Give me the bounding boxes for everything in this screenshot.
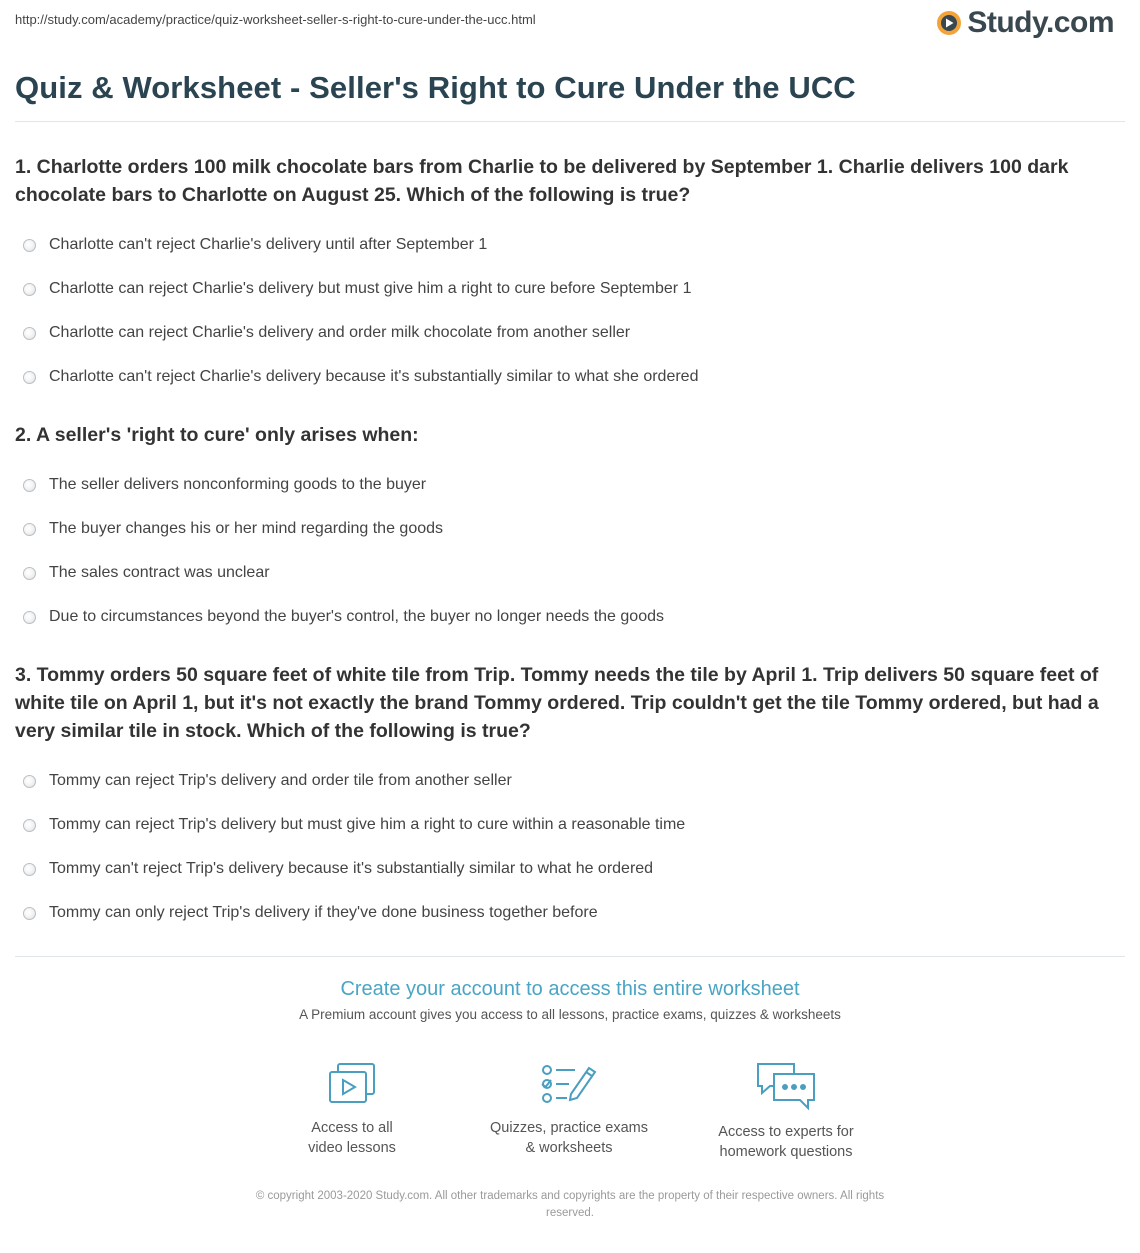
title-divider	[15, 121, 1125, 122]
radio-button[interactable]	[23, 907, 36, 920]
answer-label: The sales contract was unclear	[49, 564, 270, 581]
top-bar	[0, 0, 1140, 50]
feature-label: Access to all video lessons	[308, 1120, 396, 1156]
answer-label: Due to circumstances beyond the buyer's control, the buyer no longer needs the goods	[49, 608, 664, 625]
answer-option[interactable]	[15, 759, 1120, 803]
answer-label: The seller delivers nonconforming goods to the buyer	[49, 476, 427, 493]
answer-label: Tommy can't reject Trip's delivery because it's substantially similar to what he ordered	[49, 860, 654, 877]
radio-button[interactable]	[23, 775, 36, 788]
question-text: 1. Charlotte orders 100 milk chocolate bars from Charlie to be delivered by September 1. Charlie delivers 100 dark chocolate bars to Charlotte on August 25. Which of the following is true?	[15, 156, 1069, 206]
answer-option[interactable]	[15, 803, 1120, 847]
answer-label: Tommy can only reject Trip's delivery if they've done business together before	[49, 904, 598, 921]
answer-label: Tommy can reject Trip's delivery and order tile from another seller	[49, 772, 512, 789]
answer-option[interactable]	[15, 223, 1120, 267]
quiz-worksheet-icon	[539, 1060, 599, 1108]
expert-chat-icon	[754, 1060, 818, 1112]
feature-quizzes	[459, 1060, 679, 1158]
answer-option[interactable]	[15, 267, 1120, 311]
answer-list	[15, 463, 1120, 639]
page-url: http://study.com/academy/practice/quiz-worksheet-seller-s-right-to-cure-under-the-ucc.html	[15, 12, 536, 27]
page-title: Quiz & Worksheet - Seller's Right to Cure Under the UCC	[15, 70, 856, 105]
answer-option[interactable]	[15, 847, 1120, 891]
answer-label: The buyer changes his or her mind regarding the goods	[49, 520, 444, 537]
answer-label: Charlotte can reject Charlie's delivery and order milk chocolate from another seller	[49, 324, 631, 341]
copyright-notice: © copyright 2003-2020 Study.com. All other trademarks and copyrights are the property of their respective owners. All rights reserved.	[255, 1190, 885, 1219]
feature-label: Quizzes, practice exams & worksheets	[490, 1120, 648, 1156]
radio-button[interactable]	[23, 371, 36, 384]
study-logo[interactable]	[935, 6, 1114, 40]
radio-button[interactable]	[23, 479, 36, 492]
feature-label: Access to experts for homework questions	[718, 1124, 854, 1160]
cta-divider	[15, 956, 1125, 957]
answer-option[interactable]	[15, 891, 1120, 935]
answer-option[interactable]	[15, 355, 1120, 399]
answer-option[interactable]	[15, 595, 1120, 639]
radio-button[interactable]	[23, 283, 36, 296]
radio-button[interactable]	[23, 567, 36, 580]
radio-button[interactable]	[23, 819, 36, 832]
cta-subtitle: A Premium account gives you access to all lessons, practice exams, quizzes & worksheets	[299, 1007, 841, 1022]
answer-option[interactable]	[15, 551, 1120, 595]
signup-cta	[0, 978, 1140, 1022]
answer-label: Tommy can reject Trip's delivery but must give him a right to cure within a reasonable time	[49, 816, 686, 833]
radio-button[interactable]	[23, 611, 36, 624]
answer-list	[15, 223, 1120, 399]
answer-label: Charlotte can reject Charlie's delivery but must give him a right to cure before September 1	[49, 280, 692, 297]
question-text: 3. Tommy orders 50 square feet of white tile from Trip. Tommy needs the tile by April 1. Trip delivers 50 square feet of white tile on April 1, but it's not exactly the brand Tommy ordered. Trip couldn't get the tile Tommy ordered, but had a very similar tile in stock. Which of the following is true?	[15, 664, 1099, 742]
play-logo-icon	[935, 9, 963, 37]
video-lessons-icon	[324, 1060, 380, 1108]
radio-button[interactable]	[23, 863, 36, 876]
question-text: 2. A seller's 'right to cure' only arises when:	[15, 424, 419, 446]
answer-option[interactable]	[15, 507, 1120, 551]
feature-experts	[676, 1060, 896, 1162]
answer-list	[15, 759, 1120, 935]
answer-label: Charlotte can't reject Charlie's delivery because it's substantially similar to what she ordered	[49, 368, 699, 385]
answer-label: Charlotte can't reject Charlie's delivery until after September 1	[49, 236, 488, 253]
radio-button[interactable]	[23, 327, 36, 340]
answer-option[interactable]	[15, 463, 1120, 507]
question-2	[15, 421, 1120, 639]
cta-title-link[interactable]: Create your account to access this entire worksheet	[340, 978, 800, 1000]
radio-button[interactable]	[23, 239, 36, 252]
feature-video-lessons	[242, 1060, 462, 1158]
logo-text: Study.com	[967, 6, 1114, 39]
question-3	[15, 661, 1120, 935]
question-1	[15, 153, 1120, 399]
answer-option[interactable]	[15, 311, 1120, 355]
radio-button[interactable]	[23, 523, 36, 536]
